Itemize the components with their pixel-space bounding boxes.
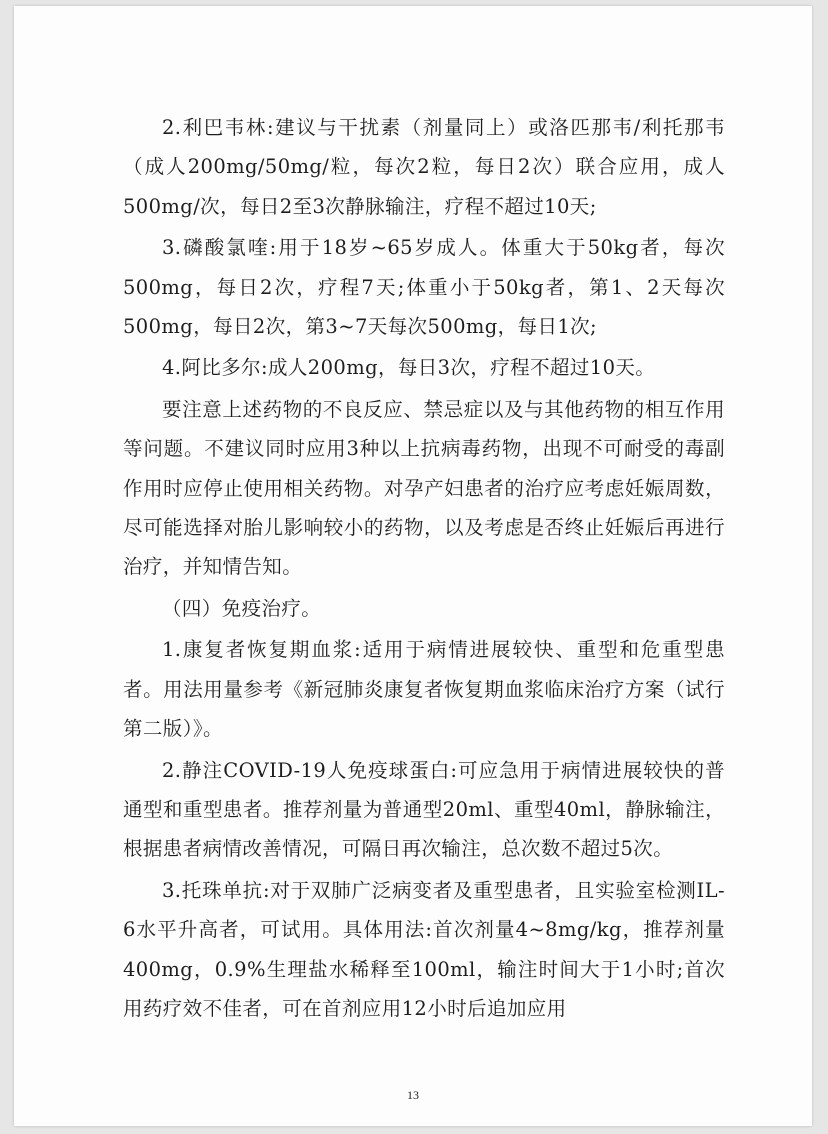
paragraph-chloroquine-phosphate: 3.磷酸氯喹:用于18岁~65岁成人。体重大于50kg者，每次500mg，每日2次，疗程7天;体重小于50kg者，第1、2天每次500mg，每日2次，第3~7天每次500mg，每日1次; xyxy=(123,236,725,339)
document-page xyxy=(14,6,812,1126)
paragraph-tocilizumab: 3.托珠单抗:对于双肺广泛病变者及重型患者，且实验室检测IL-6水平升高者，可试用。具体用法:首次剂量4~8mg/kg，推荐剂量400mg，0.9%生理盐水稀释至100ml，输注时间大于1小时;首次用药疗效不佳者，可在首剂应用12小时后追加应用 xyxy=(123,878,725,1020)
paragraph-antiviral-precautions: 要注意上述药物的不良反应、禁忌症以及与其他药物的相互作用等问题。不建议同时应用3种以上抗病毒药物，出现不可耐受的毒副作用时应停止使用相关药物。对孕产妇患者的治疗应考虑妊娠周数，尽可能选择对胎儿影响较小的药物，以及考虑是否终止妊娠后再进行治疗，并知情告知。 xyxy=(123,397,725,579)
paragraph-immunoglobulin: 2.静注COVID-19人免疫球蛋白:可应急用于病情进展较快的普通型和重型患者。推荐剂量为普通型20ml、重型40ml，静脉输注，根据患者病情改善情况，可隔日再次输注，总次数不超过5次。 xyxy=(123,758,725,861)
paragraph-ribavirin: 2.利巴韦林:建议与干扰素（剂量同上）或洛匹那韦/利托那韦（成人200mg/50mg/粒，每次2粒，每日2次）联合应用，成人500mg/次，每日2至3次静脉输注，疗程不超过10天; xyxy=(123,116,725,218)
paragraph-convalescent-plasma: 1.康复者恢复期血浆:适用于病情进展较快、重型和危重型患者。用法用量参考《新冠肺炎康复者恢复期血浆临床治疗方案（试行第二版）》。 xyxy=(123,638,725,741)
document-body xyxy=(123,108,725,1028)
section-heading-immunotherapy: （四）免疫治疗。 xyxy=(162,596,322,620)
page-number: 13 xyxy=(407,1088,419,1102)
paragraph-arbidol: 4.阿比多尔:成人200mg，每日3次，疗程不超过10天。 xyxy=(162,356,656,380)
